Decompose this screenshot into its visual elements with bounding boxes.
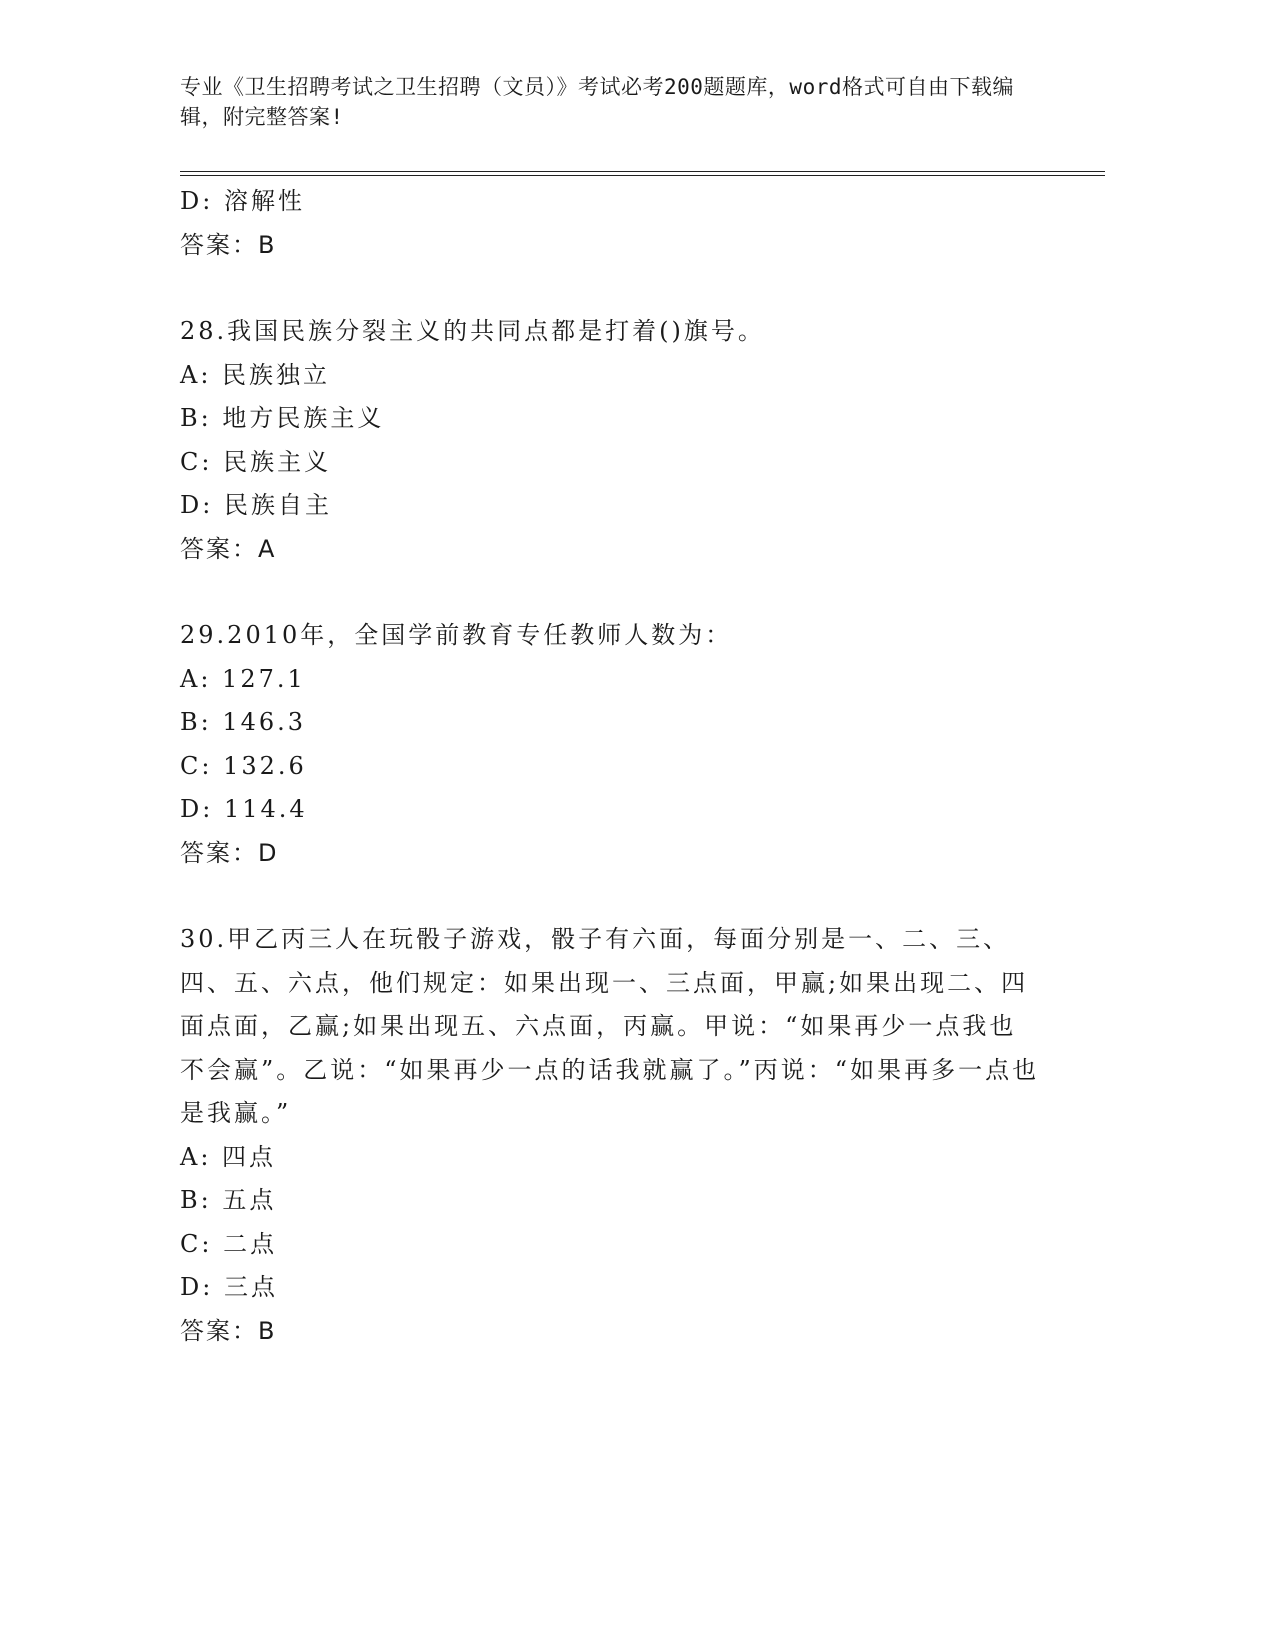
question-stem: 30.甲乙丙三人在玩骰子游戏，骰子有六面，每面分别是一、二、三、四、五、六点，他们规定：如果出现一、三点面，甲赢;如果出现二、四面点面，乙赢;如果出现五、六点面，丙赢。甲说：“如果再少一点我也不会赢”。乙说：“如果再少一点的话我就赢了。”丙说：“如果再多一点也是我赢。” bbox=[180, 925, 1040, 1127]
option-d: D: 114.4 bbox=[180, 795, 308, 823]
header-divider-bottom bbox=[180, 175, 1105, 176]
option-a: A: 127.1 bbox=[180, 664, 306, 693]
question-stem: 29.2010年，全国学前教育专任教师人数为： bbox=[180, 621, 733, 649]
question-stem: 28.我国民族分裂主义的共同点都是打着()旗号。 bbox=[180, 317, 765, 345]
answer-line: 答案：B bbox=[180, 1316, 277, 1345]
option-b: B: 五点 bbox=[180, 1186, 277, 1214]
option-d: D: 三点 bbox=[180, 1273, 278, 1301]
option-b: B: 146.3 bbox=[180, 708, 307, 736]
option-b: B: 地方民族主义 bbox=[180, 404, 385, 432]
option-a: A: 四点 bbox=[180, 1142, 277, 1171]
option-c: C: 132.6 bbox=[180, 751, 307, 780]
header-divider-top bbox=[180, 171, 1105, 172]
question-30 bbox=[180, 918, 1050, 1353]
answer-line: 答案：D bbox=[180, 838, 279, 867]
option-a: A: 民族独立 bbox=[180, 360, 331, 389]
question-29 bbox=[180, 614, 1050, 875]
answer-line: 答案：A bbox=[180, 534, 277, 563]
option-c: C: 二点 bbox=[180, 1229, 278, 1258]
question-28 bbox=[180, 310, 1050, 571]
question-list bbox=[180, 180, 1050, 1353]
option-d: D: 民族自主 bbox=[180, 491, 332, 519]
answer-line: 答案：B bbox=[180, 230, 277, 259]
document-header: 专业《卫生招聘考试之卫生招聘（文员）》考试必考200题题库，word格式可自由下载编辑，附完整答案! bbox=[180, 75, 1014, 129]
option-c: C: 民族主义 bbox=[180, 447, 332, 476]
option-d: D: 溶解性 bbox=[180, 187, 305, 215]
